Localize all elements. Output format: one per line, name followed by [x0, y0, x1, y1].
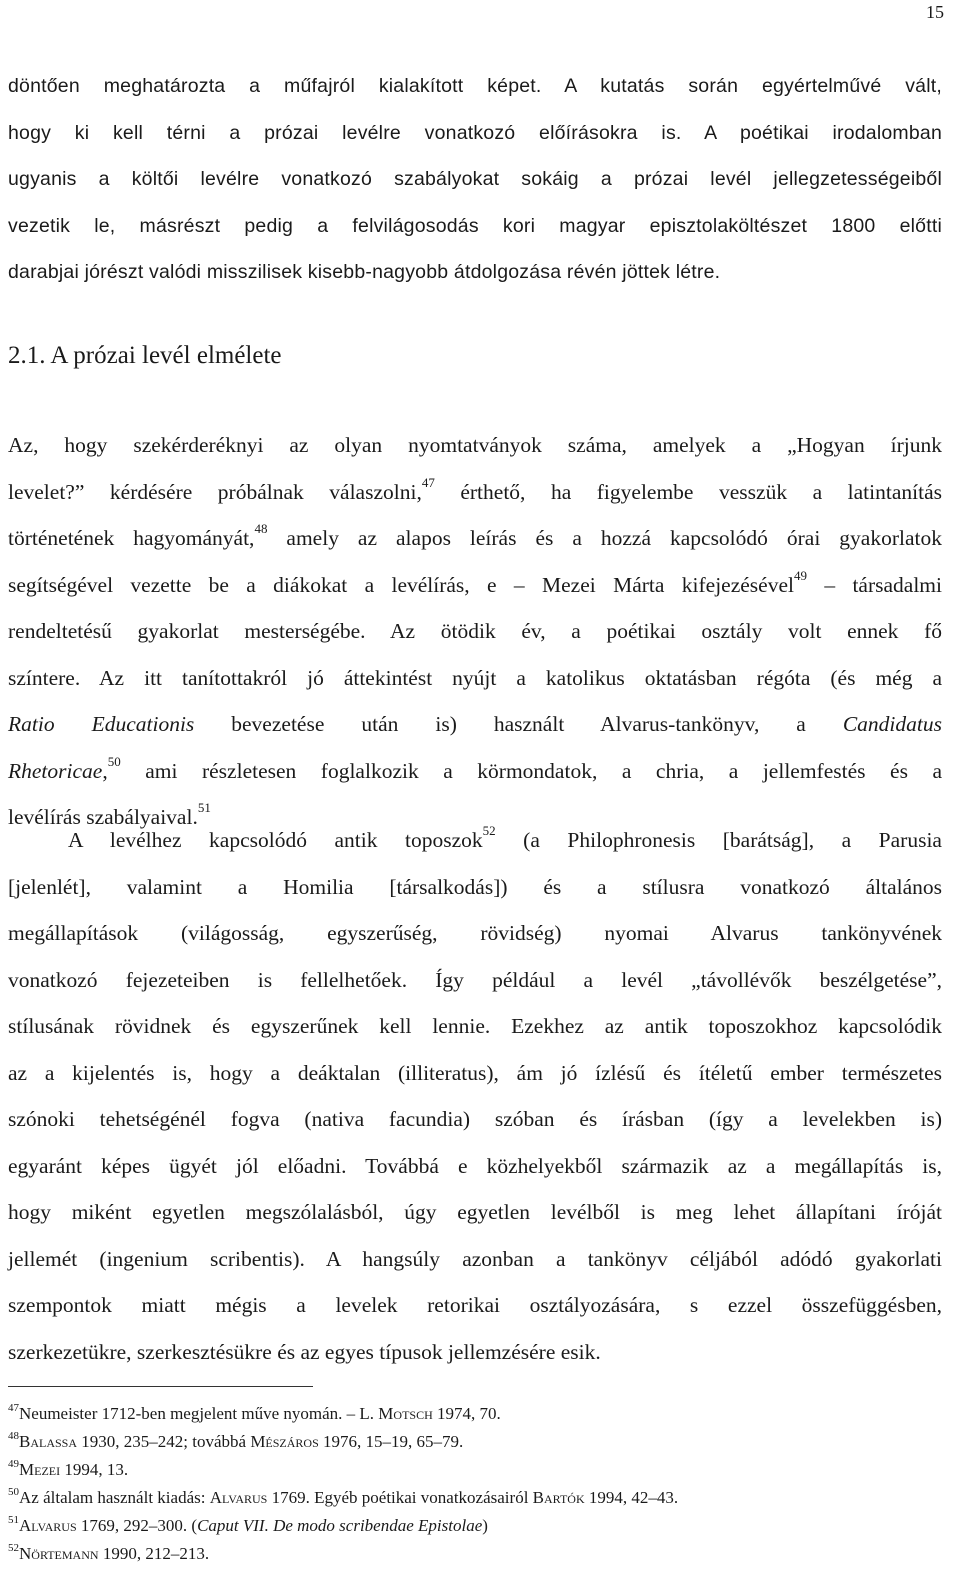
- footnote-49: $^{49}$Mezei 1994, 13.: [8, 1458, 129, 1479]
- intro-line: darabjai jórészt valódi misszilisek kisebb-nagyobb átdolgozása révén jöttek létre.: [8, 261, 721, 283]
- footnote-ref: 50: [107, 753, 121, 769]
- paragraph-line: történetének hagyományát,$^{48}$ amely az alapos leírás és a hozzá kapcsolódó órai gyakorlatok: [8, 521, 942, 550]
- paragraph-line: rendeltetésű gyakorlat mesterségébe. Az ötödik év, a poétikai osztály volt ennek fő: [8, 619, 942, 643]
- paragraph-line: levelet?” kérdésére próbálnak válaszolni,$^{47}$ érthető, ha figyelembe vesszük a latintanítás: [8, 474, 942, 504]
- paragraph-line: [jelenlét], valamint a Homilia [társalkodás]) és a stílusra vonatkozó általános: [8, 874, 942, 899]
- footnote-ref: 48: [254, 521, 268, 536]
- paragraph-line: Rhetoricae,$^{50}$ ami részletesen foglalkozik a körmondatok, a chria, a jellemfestés és a: [8, 753, 942, 783]
- italic-title: Ratio Educationis: [8, 712, 195, 736]
- paragraph-line: A levélhez kapcsolódó antik toposzok$^{52}$ (a Philophronesis [barátság], a Parusia: [68, 823, 942, 852]
- italic-title: Candidatus: [842, 712, 942, 736]
- paragraph-line: szerkezetükre, szerkesztésükre és az egyes típusok jellemzésére esik.: [8, 1339, 601, 1364]
- paragraph-line: levélírás szabályaival.$^{51}$: [8, 800, 211, 829]
- footnote-ref: 52: [482, 823, 496, 838]
- paragraph-line: stílusának rövidnek és egyszerűnek kell lennie. Ezekhez az antik toposzokhoz kapcsolódik: [8, 1014, 942, 1038]
- footnote-48: $^{48}$Balassa 1930, 235–242; továbbá Mészáros 1976, 15–19, 65–79.: [8, 1430, 464, 1451]
- intro-line: ugyanis a költői levélre vonatkozó szabályokat sokáig a prózai levél jellegzetességeiből: [8, 168, 942, 190]
- paragraph-line: hogy miként egyetlen megszólalásból, úgy egyetlen levélből is meg lehet állapítani íróját: [8, 1200, 942, 1224]
- intro-line: döntően meghatározta a műfajról kialakított képet. A kutatás során egyértelművé vált,: [8, 75, 942, 97]
- paragraph-line: jellemét (ingenium scribentis). A hangsúly azonban a tankönyv céljából adódó gyakorlati: [8, 1246, 942, 1271]
- footnote-ref: 51: [197, 800, 211, 815]
- paragraph-line: vonatkozó fejezeteiben is fellelhetőek. Így például a levél „távollévők beszélgetése”,: [8, 967, 942, 992]
- footnote-50: $^{50}$Az általam használt kiadás: Alvarus 1769. Egyéb poétikai vonatkozásairól Bartók 1994, 42–43.: [8, 1486, 679, 1507]
- intro-line: vezetik le, másrészt pedig a felvilágosodás kori magyar episztolaköltészet 1800 előtti: [8, 214, 942, 237]
- paragraph-line: segítségével vezette be a diákokat a levélírás, e – Mezei Márta kifejezésével$^{49}$ – társadalmi: [8, 567, 942, 597]
- paragraph-line: szónoki tehetségénél fogva (nativa facundia) szóban és írásban (így a levelekben is): [8, 1107, 942, 1131]
- body-paragraph-1: [8, 422, 942, 841]
- paragraph-line: megállapítások (világosság, egyszerűség, rövidség) nyomai Alvarus tankönyvének: [8, 921, 942, 945]
- paragraph-line: egyaránt képes ügyét jól előadni. Továbbá e közhelyekből származik az a megállapítás is,: [8, 1153, 942, 1178]
- footnote-ref: 47: [421, 474, 435, 490]
- paragraph-line: Ratio Educationis bevezetése után is) használt Alvarus-tankönyv, a Candidatus: [8, 712, 942, 736]
- footnote-47: $^{47}$Neumeister 1712-ben megjelent műve nyomán. – L. Motsch 1974, 70.: [8, 1402, 501, 1423]
- intro-paragraph: [8, 63, 942, 296]
- intro-line: hogy ki kell térni a prózai levélre vonatkozó előírásokra is. A poétikai irodalomban: [8, 121, 942, 144]
- paragraph-line: Az, hogy szekérderéknyi az olyan nyomtatványok száma, amelyek a „Hogyan írjunk: [8, 433, 942, 457]
- paragraph-line: az a kijelentés is, hogy a deáktalan (illiteratus), ám jó ízlésű és ítéletű ember természetes: [8, 1060, 942, 1085]
- paragraph-line: színtere. Az itt tanítottakról jó áttekintést nyújt a katolikus oktatásban régóta (és még a: [8, 665, 942, 690]
- section-heading: 2.1. A prózai levél elmélete: [8, 342, 282, 369]
- page-number: 15: [926, 2, 944, 22]
- italic-title: Rhetoricae: [8, 758, 103, 783]
- body-paragraph-2: [8, 817, 942, 1375]
- footnote-divider: [8, 1386, 313, 1387]
- paragraph-line: szempontok miatt mégis a levelek retorikai osztályozására, s ezzel összefüggésben,: [8, 1293, 942, 1317]
- footnote-51: $^{51}$Alvarus 1769, 292–300. (Caput VII. De modo scribendae Epistolae): [8, 1514, 488, 1535]
- footnote-52: $^{52}$Nörtemann 1990, 212–213.: [8, 1542, 210, 1563]
- footnote-ref: 49: [793, 567, 807, 583]
